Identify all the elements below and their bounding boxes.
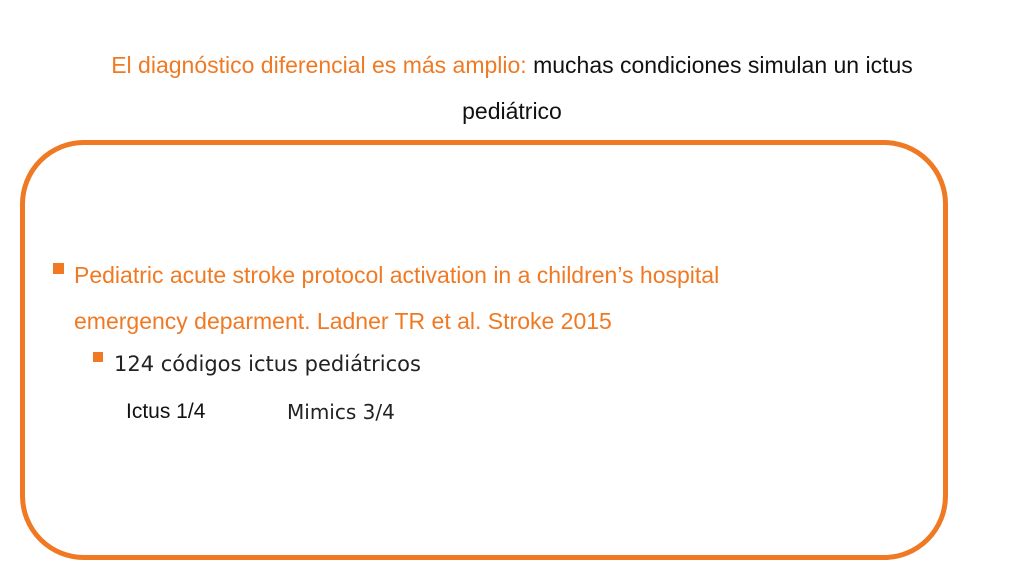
sub-bullet-codes: 124 códigos ictus pediátricos bbox=[114, 352, 421, 376]
bullet-reference-line1: Pediatric acute stroke protocol activation in a children’s hospital bbox=[74, 262, 720, 288]
slide-title-highlight: El diagnóstico diferencial es más amplio: bbox=[111, 52, 527, 78]
sub-bullet-square-icon bbox=[93, 352, 103, 362]
slide-title bbox=[0, 42, 1024, 134]
stat-ictus: Ictus 1/4 bbox=[126, 400, 206, 423]
slide-title-rest-line2: pediátrico bbox=[462, 98, 562, 124]
bullet-reference-line2: emergency deparment. Ladner TR et al. Stroke 2015 bbox=[74, 308, 612, 334]
stat-mimics: Mimics 3/4 bbox=[287, 400, 395, 424]
bullet-square-icon bbox=[53, 263, 64, 274]
slide-title-rest: muchas condiciones simulan un ictus bbox=[526, 52, 913, 78]
bullet-reference bbox=[74, 252, 854, 344]
